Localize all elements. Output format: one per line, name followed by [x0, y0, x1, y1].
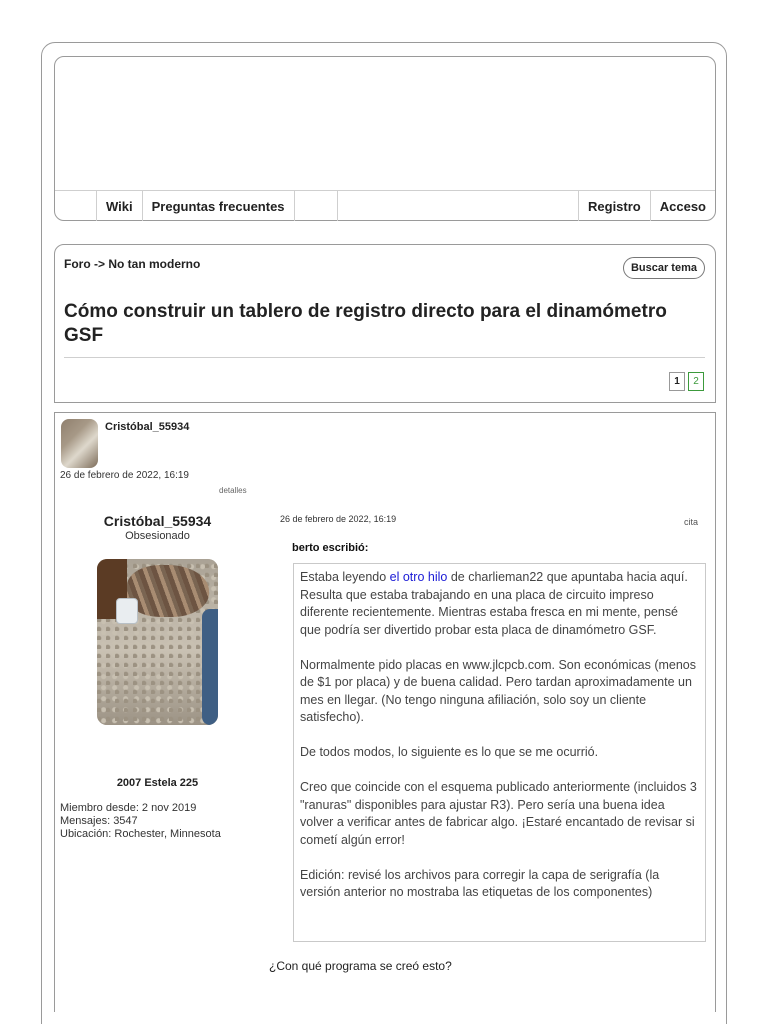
main-nav: [55, 190, 715, 221]
quote-paragraph: Edición: revisé los archivos para corregir la capa de serigrafía (la versión anterior no mostraba las etiquetas de los componentes): [300, 867, 660, 899]
quote-paragraph: Estaba leyendo el otro hilo de charlieman22 que apuntaba hacia aquí. Resulta que estaba trabajando en una placa de circuito impreso diferente recientemente. Mientras estaba fresca en mi mente, pensé que podría ser divertido probar esta placa de dinamómetro GSF.: [300, 570, 688, 637]
other-thread-link[interactable]: el otro hilo: [389, 570, 448, 584]
divider: [64, 357, 705, 358]
post-body-text: ¿Con qué programa se creó esto?: [269, 959, 452, 973]
topic-header: [54, 244, 716, 403]
details-link[interactable]: detalles: [219, 486, 247, 495]
mini-avatar[interactable]: [61, 419, 98, 468]
search-topic-button[interactable]: Buscar tema: [623, 257, 705, 279]
author-rank: Obsesionado: [125, 530, 190, 542]
avatar: [97, 559, 218, 725]
quote-paragraph: Normalmente pido placas en www.jlcpcb.com. Son económicas (menos de $1 por placa) y de buena calidad. Pero tardan aproximadamente un mes en llegar. (No tengo ninguna afiliación, solo soy un cliente satisfecho).: [300, 657, 697, 724]
nav-login-link[interactable]: Acceso: [650, 191, 715, 221]
quote-paragraph: De todos modos, lo siguiente es lo que se me ocurrió.: [300, 745, 599, 759]
quote-author: berto escribió:: [292, 542, 369, 554]
member-since: Miembro desde: 2 nov 2019: [60, 802, 197, 814]
post-date: 26 de febrero de 2022, 16:19: [280, 514, 397, 524]
nav-spacer: [295, 191, 338, 221]
page-2-link[interactable]: 2: [688, 372, 704, 391]
author-name[interactable]: Cristóbal_55934: [103, 513, 212, 529]
nav-wiki-link[interactable]: Wiki: [97, 191, 143, 221]
nav-spacer: [55, 191, 97, 221]
nav-gap: [338, 191, 578, 221]
author-signature: 2007 Estela 225: [116, 777, 199, 789]
page-1-current: 1: [669, 372, 685, 391]
quote-paragraph: Creo que coincide con el esquema publicado anteriormente (incluidos 3 "ranuras" disponibles para ajustar R3). Pero sería una buena idea volver a verificar antes de fabricar algo. ¡Estaré encantado de revisar si cometí algún error!: [300, 780, 697, 847]
page-title: Cómo construir un tablero de registro directo para el dinamómetro GSF: [64, 301, 667, 346]
mini-username[interactable]: Cristóbal_55934: [105, 421, 190, 433]
pagination: [669, 372, 704, 391]
nav-register-link[interactable]: Registro: [578, 191, 650, 221]
author-panel: [60, 513, 255, 841]
quote-button[interactable]: cita: [683, 517, 698, 527]
breadcrumb[interactable]: Foro -> No tan moderno: [64, 257, 201, 271]
post: [54, 412, 716, 1012]
message-count: Mensajes: 3547: [60, 815, 138, 827]
mini-post-date: 26 de febrero de 2022, 16:19: [60, 470, 189, 481]
quote-block: [293, 563, 706, 942]
location: Ubicación: Rochester, Minnesota: [60, 828, 221, 840]
author-meta: [60, 802, 255, 841]
nav-faq-link[interactable]: Preguntas frecuentes: [143, 191, 295, 221]
site-header: [54, 56, 716, 221]
